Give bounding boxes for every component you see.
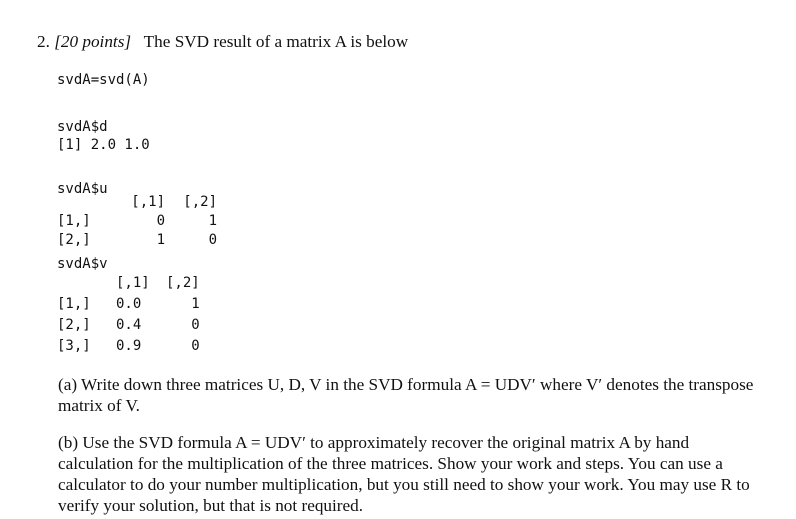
u-matrix-col-header: [,1]	[131, 194, 165, 210]
d-values-code: [1] 2.0 1.0	[57, 137, 150, 153]
v-matrix-col-header: [,1]	[116, 275, 150, 291]
part-b-text	[58, 432, 758, 516]
part-a-paragraph: (a) Write down three matrices U, D, V in the SVD formula A = UDV′ where V′ denotes the transpose matrix of V.	[58, 375, 754, 415]
v-matrix-row-label: [3,]	[57, 338, 91, 354]
v-matrix-cell: 0	[191, 317, 200, 333]
v-matrix-header-row	[57, 273, 200, 294]
v-matrix-row	[57, 294, 200, 315]
v-matrix-cell: 1	[191, 296, 200, 312]
question-intro: The SVD result of a matrix A is below	[143, 32, 409, 51]
v-title-code: svdA$v	[57, 256, 108, 272]
u-matrix-row-label: [1,]	[57, 213, 91, 229]
question-points: [20 points]	[54, 32, 132, 51]
u-matrix-cell: 1	[156, 232, 165, 248]
u-matrix-cell: 0	[156, 213, 165, 229]
u-matrix-row-label: [2,]	[57, 232, 91, 248]
u-matrix-header-row	[57, 193, 217, 212]
v-matrix-row-label: [1,]	[57, 296, 91, 312]
v-matrix-cell: 0.0	[116, 296, 142, 312]
part-a-text	[58, 374, 758, 416]
question-heading	[37, 31, 408, 52]
v-matrix-cell: 0.9	[116, 338, 142, 354]
u-matrix-corner	[57, 193, 113, 212]
u-matrix-row	[57, 231, 217, 250]
v-matrix-col-header: [,2]	[166, 275, 200, 291]
v-matrix-corner	[57, 273, 116, 294]
u-matrix-cell: 1	[208, 213, 217, 229]
u-matrix-output	[57, 193, 217, 250]
svd-call-code: svdA=svd(A)	[57, 72, 150, 88]
u-matrix-cell: 0	[208, 232, 217, 248]
part-b-paragraph: (b) Use the SVD formula A = UDV′ to approximately recover the original matrix A by hand calculation for the multiplication of the three matrices. Show your work and steps. You can use a calculator to do your number multiplication, but you still need to show your work. You may use R to verify your solution, but that is not required.	[58, 433, 750, 515]
u-matrix-row	[57, 212, 217, 231]
u-matrix-col-header: [,2]	[183, 194, 217, 210]
v-matrix-row-label: [2,]	[57, 317, 91, 333]
v-matrix-output	[57, 273, 200, 357]
v-matrix-cell: 0.4	[116, 317, 142, 333]
v-matrix-row	[57, 336, 200, 357]
d-title-code: svdA$d	[57, 119, 108, 135]
u-title-code: svdA$u	[57, 181, 108, 197]
v-matrix-row	[57, 315, 200, 336]
v-matrix-cell: 0	[191, 338, 200, 354]
question-number: 2.	[37, 32, 50, 51]
